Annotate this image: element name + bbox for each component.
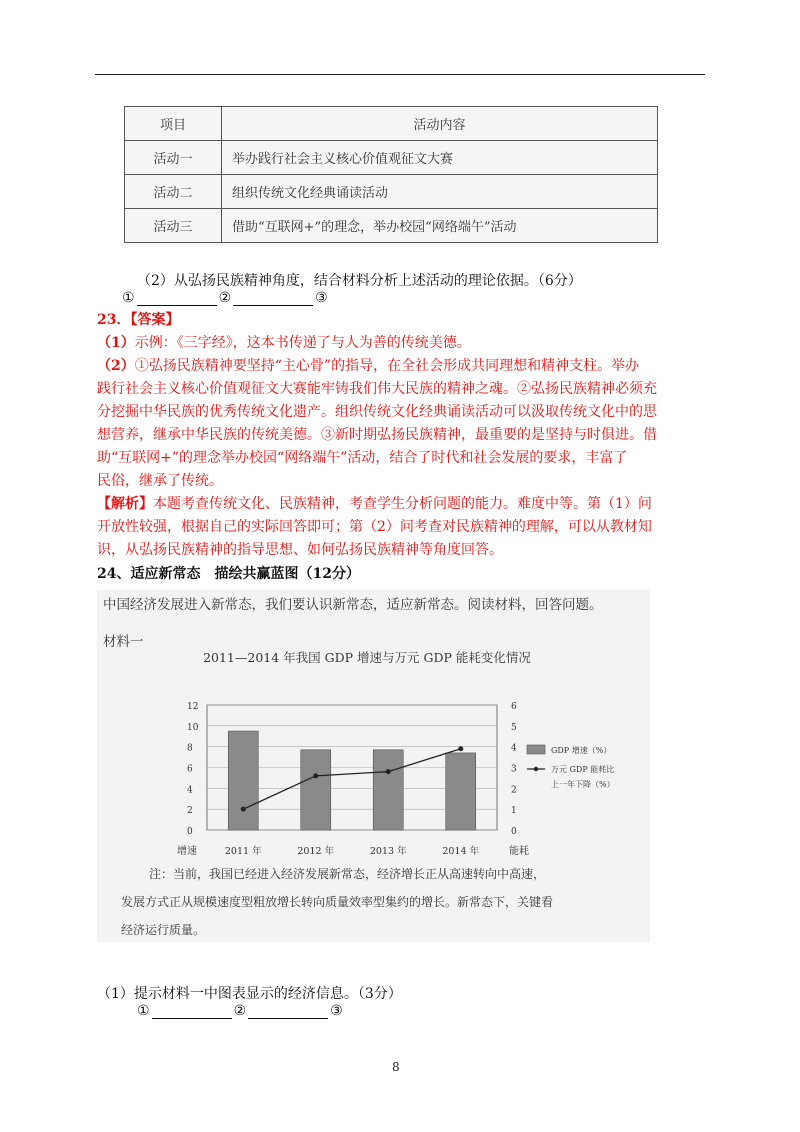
q24-blanks <box>137 1003 343 1019</box>
right-tick-label: 5 <box>511 722 517 733</box>
right-tick-label: 6 <box>511 702 517 712</box>
material-label: 材料一 <box>103 634 144 650</box>
blank-mark: ① <box>137 1003 150 1019</box>
table-header-item: 项目 <box>125 107 222 141</box>
q24-sub1: （1）提示材料一中图表显示的经济信息。（3分） <box>97 986 402 1002</box>
answer23-p2-line: 民俗，继承了传统。 <box>97 473 223 489</box>
blank-mark: ② <box>218 290 232 306</box>
analysis-line: 识，从弘扬民族精神的指导思想、如何弘扬民族精神等角度回答。 <box>97 542 503 558</box>
answer23-title: 23．【答案】 <box>97 312 180 328</box>
table-row <box>125 209 658 243</box>
legend-label: 上一年下降（%） <box>551 780 615 789</box>
answer23-p2-line: 想营养，继承中华民族的传统美德。③新时期弘扬民族精神，最重要的是坚持与时俱进。借 <box>97 427 657 443</box>
x-tick-label: 2011 年 <box>224 846 262 857</box>
right-tick-label: 2 <box>511 785 517 796</box>
blank-mark: ① <box>122 290 135 306</box>
left-tick-label: 12 <box>187 702 199 712</box>
note-line: 经济运行质量。 <box>121 923 206 937</box>
q24-intro: 中国经济发展进入新常态，我们要认识新常态，适应新常态。阅读材料，回答问题。 <box>103 597 603 613</box>
answer23-p2-line: 助“互联网+”的理念举办校园“网络端午”活动，结合了时代和社会发展的要求，丰富了 <box>97 450 628 466</box>
table-cell-content: 组织传统文化经典诵读活动 <box>222 175 658 209</box>
left-tick-label: 4 <box>187 785 193 796</box>
gdp-bar <box>228 731 258 830</box>
energy-point <box>458 746 463 751</box>
right-tick-label: 3 <box>511 764 517 775</box>
table-cell-name: 活动二 <box>125 175 222 209</box>
right-tick-label: 0 <box>511 827 517 837</box>
header-rule <box>95 74 705 75</box>
left-tick-label: 10 <box>187 722 199 733</box>
q23-blanks <box>122 290 328 306</box>
chart-title: 2011—2014 年我国 GDP 增速与万元 GDP 能耗变化情况 <box>203 650 531 665</box>
table-header-row <box>125 107 658 141</box>
left-tick-label: 0 <box>187 827 193 837</box>
table-cell-name: 活动一 <box>125 141 222 175</box>
page-number: 8 <box>392 1060 400 1074</box>
answer-blank[interactable] <box>137 291 217 306</box>
left-axis-label: 增速 <box>177 846 197 857</box>
table-cell-content: 举办践行社会主义核心价值观征文大赛 <box>222 141 658 175</box>
right-tick-label: 1 <box>511 806 517 817</box>
x-tick-label: 2013 年 <box>369 846 407 857</box>
right-tick-label: 4 <box>511 743 517 754</box>
gdp-bar <box>301 750 331 830</box>
table-row <box>125 141 658 175</box>
blank-mark: ② <box>233 1003 247 1019</box>
table-row <box>125 175 658 209</box>
legend-label: GDP 增速（%） <box>551 746 612 755</box>
chart-note <box>121 860 649 944</box>
energy-point <box>241 807 246 812</box>
x-tick-label: 2012 年 <box>297 846 335 857</box>
left-tick-label: 2 <box>187 806 193 817</box>
gdp-bar <box>446 753 476 830</box>
analysis-label: 【解析】 <box>97 496 153 512</box>
activity-table <box>124 106 658 246</box>
answer23-p1-text: 示例：《三字经》，这本书传递了与人为善的传统美德。 <box>134 335 471 351</box>
answer23-p1-label: （1） <box>97 335 135 351</box>
answer23-p2-line: 践行社会主义核心价值观征文大赛能牢铸我们伟大民族的精神之魂。②弘扬民族精神必须充 <box>97 381 657 397</box>
energy-point <box>313 773 318 778</box>
answer23-p2-line: 分挖掘中华民族的优秀传统文化遗产。组织传统文化经典诵读活动可以汲取传统文化中的思 <box>97 404 657 420</box>
table-header-content: 活动内容 <box>222 107 658 141</box>
table-cell-name: 活动三 <box>125 209 222 243</box>
q23-sub2: （2）从弘扬民族精神角度，结合材料分析上述活动的理论依据。（6分） <box>137 273 582 289</box>
answer-blank[interactable] <box>233 291 313 306</box>
left-tick-label: 6 <box>187 764 193 775</box>
legend-label: 万元 GDP 能耗比 <box>551 765 615 774</box>
gdp-bar <box>373 750 403 830</box>
blank-mark: ③ <box>315 290 328 306</box>
note-line: 注：当前，我国已经进入经济发展新常态，经济增长正从高速转向中高速， <box>149 867 546 881</box>
gdp-chart <box>97 650 650 860</box>
legend-bar-swatch <box>527 745 545 754</box>
answer23-block <box>97 309 707 562</box>
note-line: 发展方式正从规模速度型粗放增长转向质量效率型集约的增长。新常态下，关键看 <box>121 895 554 909</box>
answer23-p2-label: （2） <box>97 358 135 374</box>
left-tick-label: 8 <box>187 743 193 754</box>
blank-mark: ③ <box>330 1003 343 1019</box>
x-tick-label: 2014 年 <box>442 846 480 857</box>
answer-blank[interactable] <box>152 1004 232 1019</box>
answer23-p2-line <box>97 355 707 378</box>
material-scan <box>97 590 650 942</box>
answer23-p1 <box>97 332 707 355</box>
answer23-p2-text: ①弘扬民族精神要坚持“主心骨”的指导，在全社会形成共同理想和精神支柱。举办 <box>134 358 640 374</box>
answer-blank[interactable] <box>248 1004 328 1019</box>
analysis-text: 本题考查传统文化、民族精神，考查学生分析问题的能力。难度中等。第（1）问 <box>153 496 652 512</box>
analysis-line <box>97 493 707 516</box>
energy-line <box>243 749 461 809</box>
analysis-line: 开放性较强，根据自己的实际回答即可；第（2）问考查对民族精神的理解，可以从教材知 <box>97 519 652 535</box>
table-cell-content: 借助“互联网+”的理念，举办校园“网络端午”活动 <box>222 209 658 243</box>
legend-line-marker <box>534 767 538 771</box>
energy-point <box>386 769 391 774</box>
q24-title: 24、适应新常态 描绘共赢蓝图（12分） <box>97 566 360 582</box>
right-axis-label: 能耗 <box>509 846 529 857</box>
